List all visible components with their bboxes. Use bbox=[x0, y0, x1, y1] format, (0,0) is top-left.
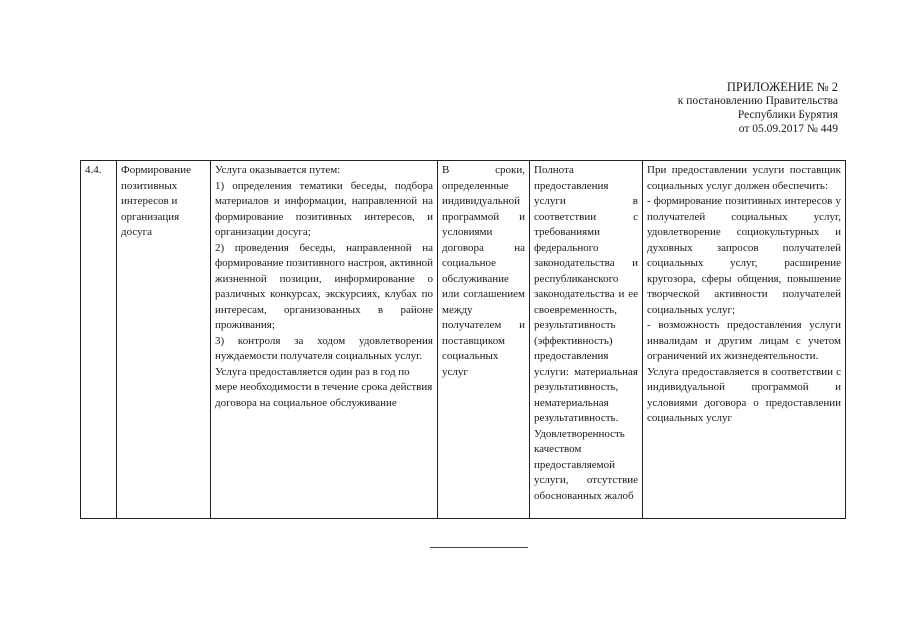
cell-number: 4.4. bbox=[81, 161, 117, 519]
cell-quality bbox=[530, 161, 643, 519]
conditions-paragraph: - формирование позитивных интересов у получателей социальных услуг, удовлетворение социокультурных и духовных запросов получателей социальных услуг, расширение кругозора, сферы общения, повышение творческой активности получателей социальных услуг; bbox=[647, 195, 841, 316]
conditions-paragraph: Услуга предоставляется в соответствии с индивидуальной программой и условиями договора о предоставлении социальных услуг bbox=[647, 365, 841, 424]
table-row bbox=[81, 161, 846, 519]
cell-conditions bbox=[643, 161, 846, 519]
quality-paragraph: Удовлетворенность качеством предоставляемой услуги, отсутствие обоснованных жалоб bbox=[534, 427, 638, 502]
footer-divider bbox=[430, 547, 528, 548]
document-header bbox=[678, 80, 838, 136]
description-paragraph: 1) определения тематики беседы, подбора материалов и информации, направленной на формирование позитивных интересов, и организации досуга; bbox=[215, 179, 433, 238]
conditions-paragraph: При предоставлении услуги поставщик социальных услуг должен обеспечить: bbox=[647, 164, 841, 192]
appendix-title: ПРИЛОЖЕНИЕ № 2 bbox=[726, 80, 838, 94]
appendix-reference-line-2: Республики Бурятия bbox=[737, 109, 838, 121]
services-table bbox=[80, 160, 846, 519]
cell-service-name: Формирование позитивных интересов и организация досуга bbox=[117, 161, 211, 519]
cell-terms: В сроки, определенные индивидуальной программой и условиями договора на социальное обслуживание или соглашением между получателем и поставщиком социальных услуг bbox=[438, 161, 530, 519]
description-paragraph: Услуга предоставляется один раз в год по мере необходимости в течение срока действия договора на социальное обслуживание bbox=[215, 365, 433, 409]
conditions-paragraph: - возможность предоставления услуги инвалидам и другим лицам с учетом ограничений их жизнедеятельности. bbox=[647, 319, 841, 362]
description-paragraph: 3) контроля за ходом удовлетворения нуждаемости получателя социальных услуг. bbox=[215, 334, 433, 362]
cell-description bbox=[211, 161, 438, 519]
quality-paragraph: Полнота предоставления услуги в соответствии с требованиями федерального законодательства и республиканского законодательства и ее своевременность, результативность (эффективность) предоставления услуги: материальная результативность, нематериальная результативность. bbox=[534, 164, 638, 424]
appendix-reference-line-1: к постановлению Правительства bbox=[677, 95, 838, 107]
description-paragraph: Услуга оказывается путем: bbox=[215, 164, 341, 176]
description-paragraph: 2) проведения беседы, направленной на формирование позитивного настроя, активной жизненной позиции, информирование о различных конкурсах, экскурсиях, клубах по интересам, организованных в районе проживания; bbox=[215, 241, 433, 331]
appendix-reference-line-3: от 05.09.2017 № 449 bbox=[738, 123, 838, 135]
